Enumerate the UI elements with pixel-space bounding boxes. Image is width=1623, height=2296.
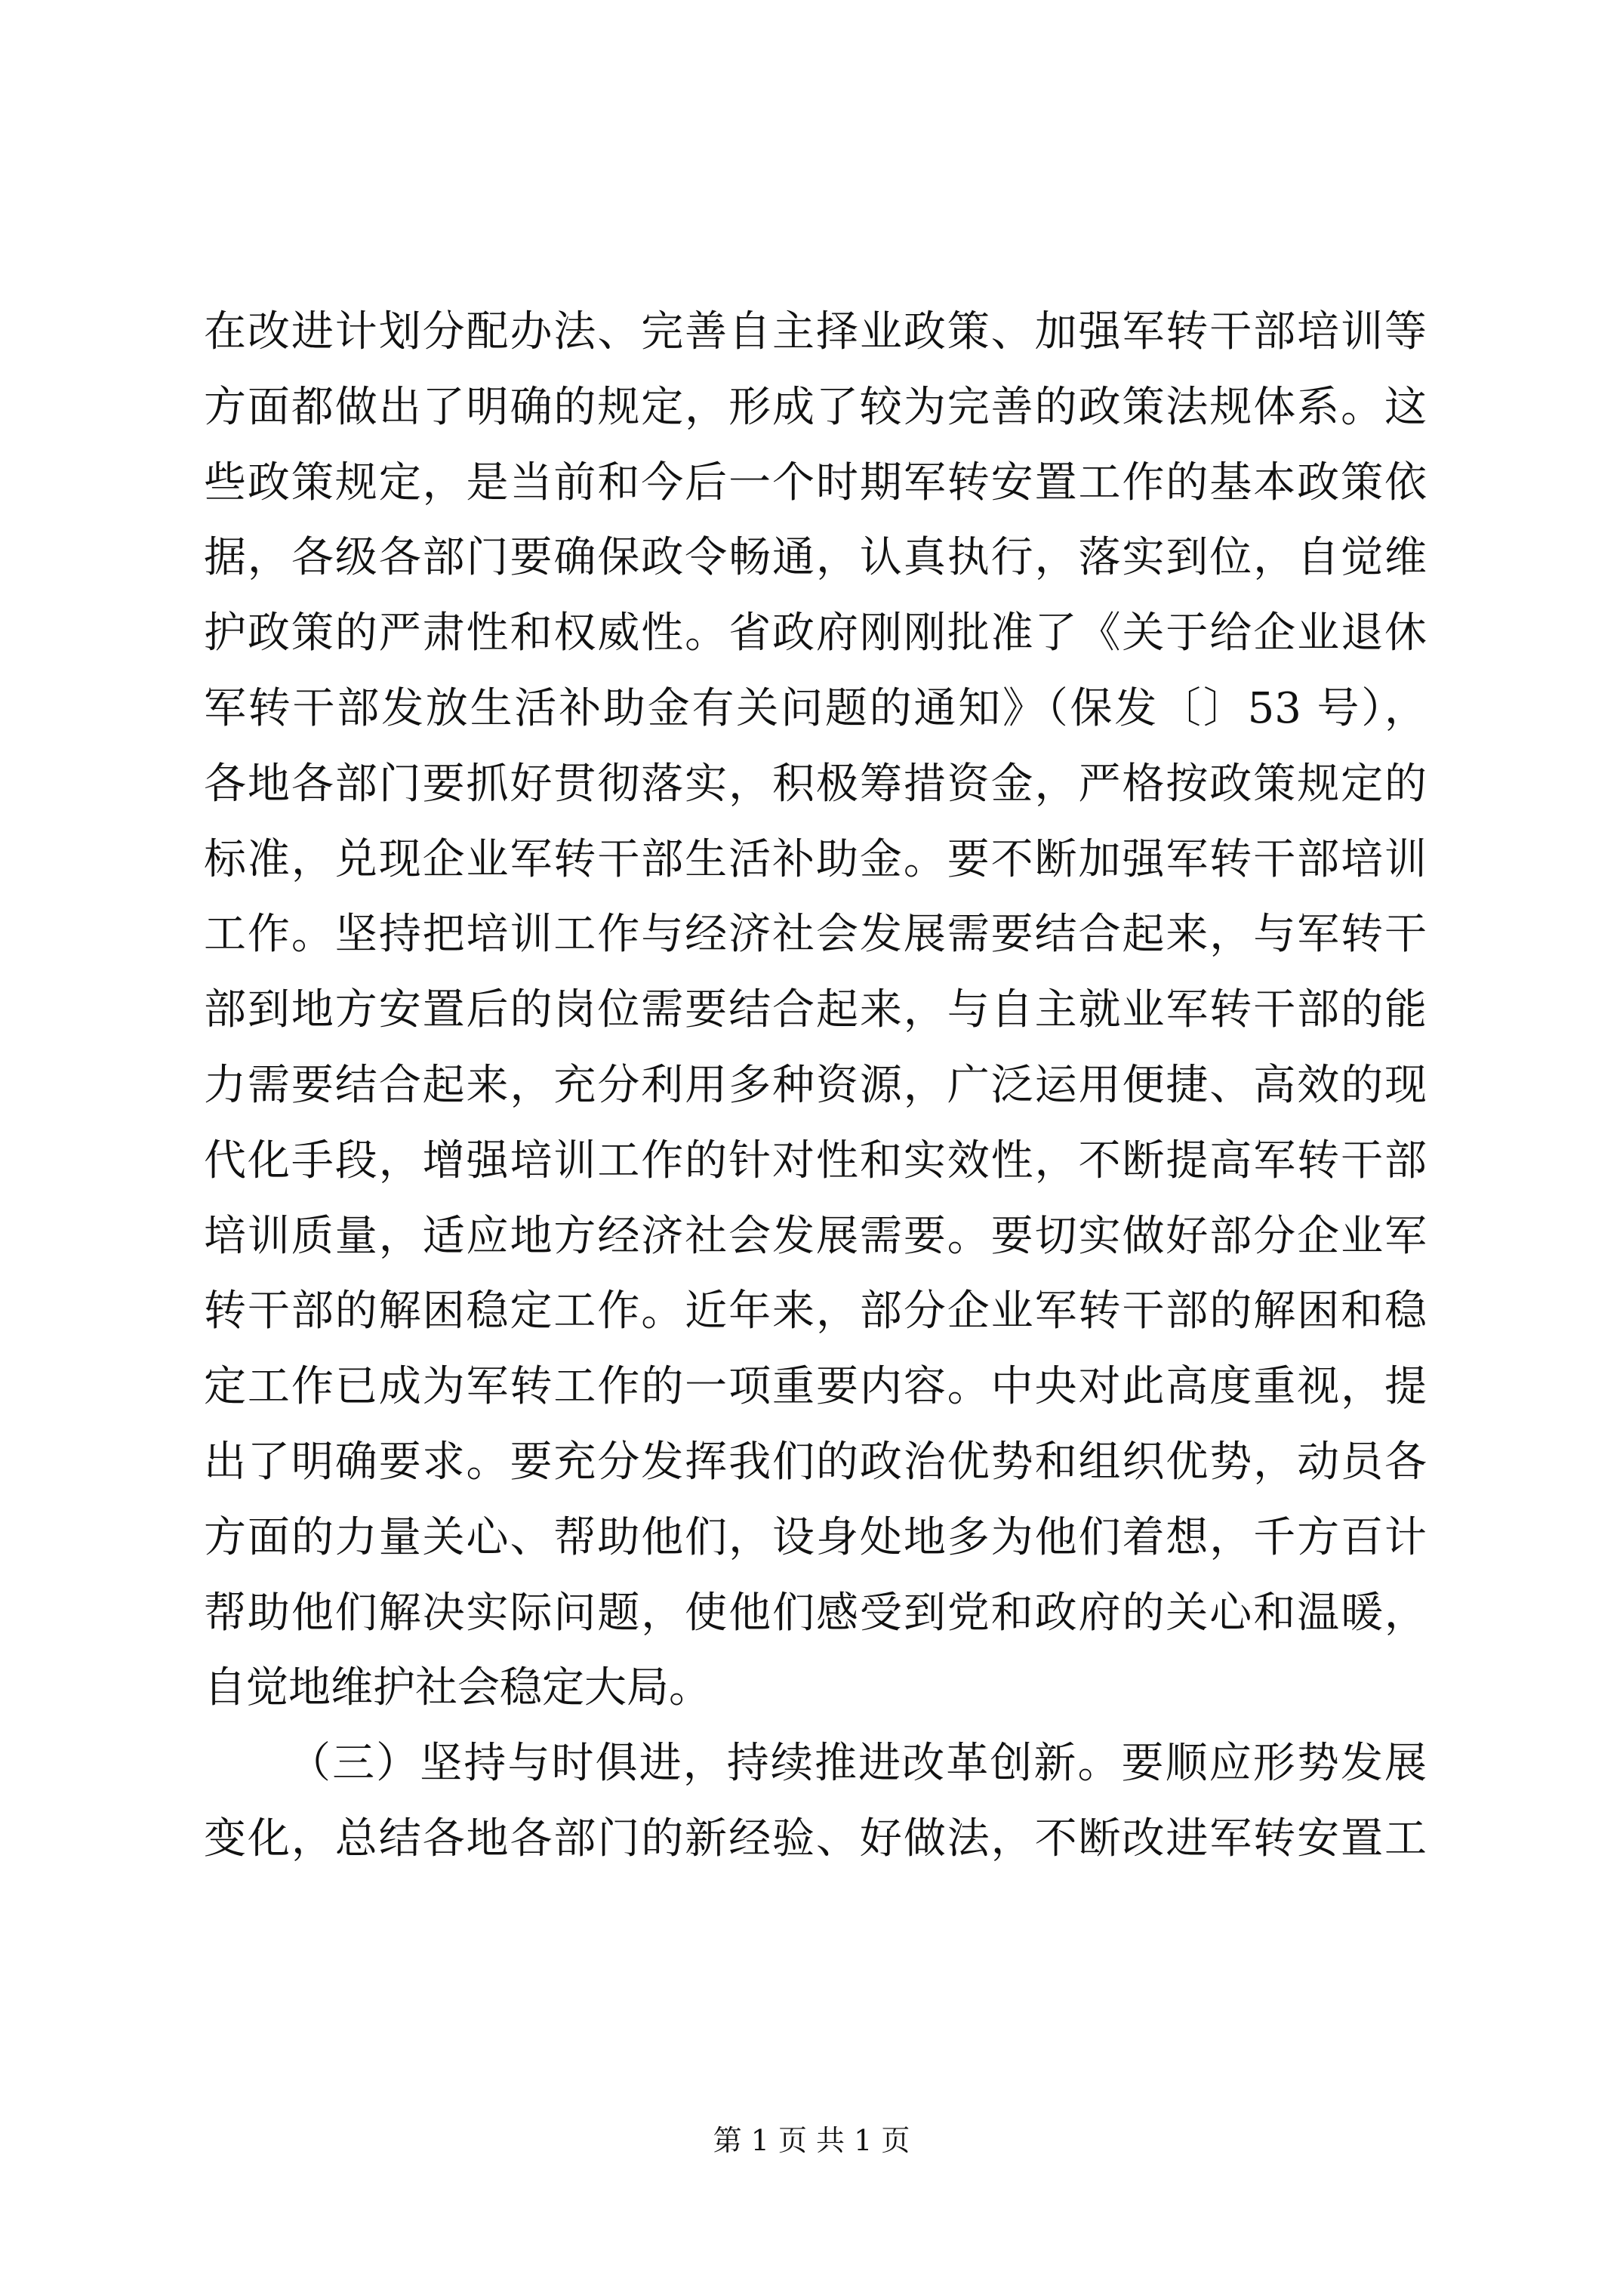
text-line: 培训质量，适应地方经济社会发展需要。要切实做好部分企业军	[204, 1211, 1427, 1261]
text-line: 定工作已成为军转工作的一项重要内容。中央对此高度重视，提	[204, 1362, 1427, 1412]
text-line: 军转干部发放生活补助金有关问题的通知》（保发〔〕53 号），	[204, 683, 1427, 733]
text-line: 变化，总结各地各部门的新经验、好做法，不断改进军转安置工	[204, 1814, 1427, 1863]
text-line: 出了明确要求。要充分发挥我们的政治优势和组织优势，动员各	[204, 1437, 1427, 1487]
text-line: 在改进计划分配办法、完善自主择业政策、加强军转干部培训等	[204, 307, 1427, 356]
text-line: 各地各部门要抓好贯彻落实，积极筹措资金，严格按政策规定的	[204, 759, 1427, 809]
body-text	[204, 294, 1427, 1877]
text-line: 方面都做出了明确的规定，形成了较为完善的政策法规体系。这	[204, 382, 1427, 432]
section-heading-line: （三）坚持与时俱进，持续推进改革创新。要顺应形势发展	[288, 1739, 1427, 1789]
text-line: 自觉地维护社会稳定大局。	[204, 1663, 711, 1713]
text-line: 转干部的解困稳定工作。近年来，部分企业军转干部的解困和稳	[204, 1287, 1427, 1336]
text-line: 代化手段，增强培训工作的针对性和实效性，不断提高军转干部	[204, 1136, 1427, 1185]
text-line: 部到地方安置后的岗位需要结合起来，与自主就业军转干部的能	[204, 985, 1427, 1035]
text-line: 标准，兑现企业军转干部生活补助金。要不断加强军转干部培训	[204, 834, 1427, 884]
text-line: 工作。坚持把培训工作与经济社会发展需要结合起来，与军转干	[204, 910, 1427, 960]
text-line: 据，各级各部门要确保政令畅通，认真执行，落实到位，自觉维	[204, 533, 1427, 583]
text-line: 方面的力量关心、帮助他们，设身处地多为他们着想，千方百计	[204, 1512, 1427, 1562]
text-line: 帮助他们解决实际问题，使他们感受到党和政府的关心和温暖，	[204, 1588, 1427, 1638]
text-line: 力需要结合起来，充分利用多种资源，广泛运用便捷、高效的现	[204, 1060, 1427, 1110]
text-line: 些政策规定，是当前和今后一个时期军转安置工作的基本政策依	[204, 458, 1427, 507]
text-line: 护政策的严肃性和权威性。省政府刚刚批准了《关于给企业退休	[204, 609, 1427, 658]
page-footer: 第 1 页 共 1 页	[713, 2124, 910, 2157]
